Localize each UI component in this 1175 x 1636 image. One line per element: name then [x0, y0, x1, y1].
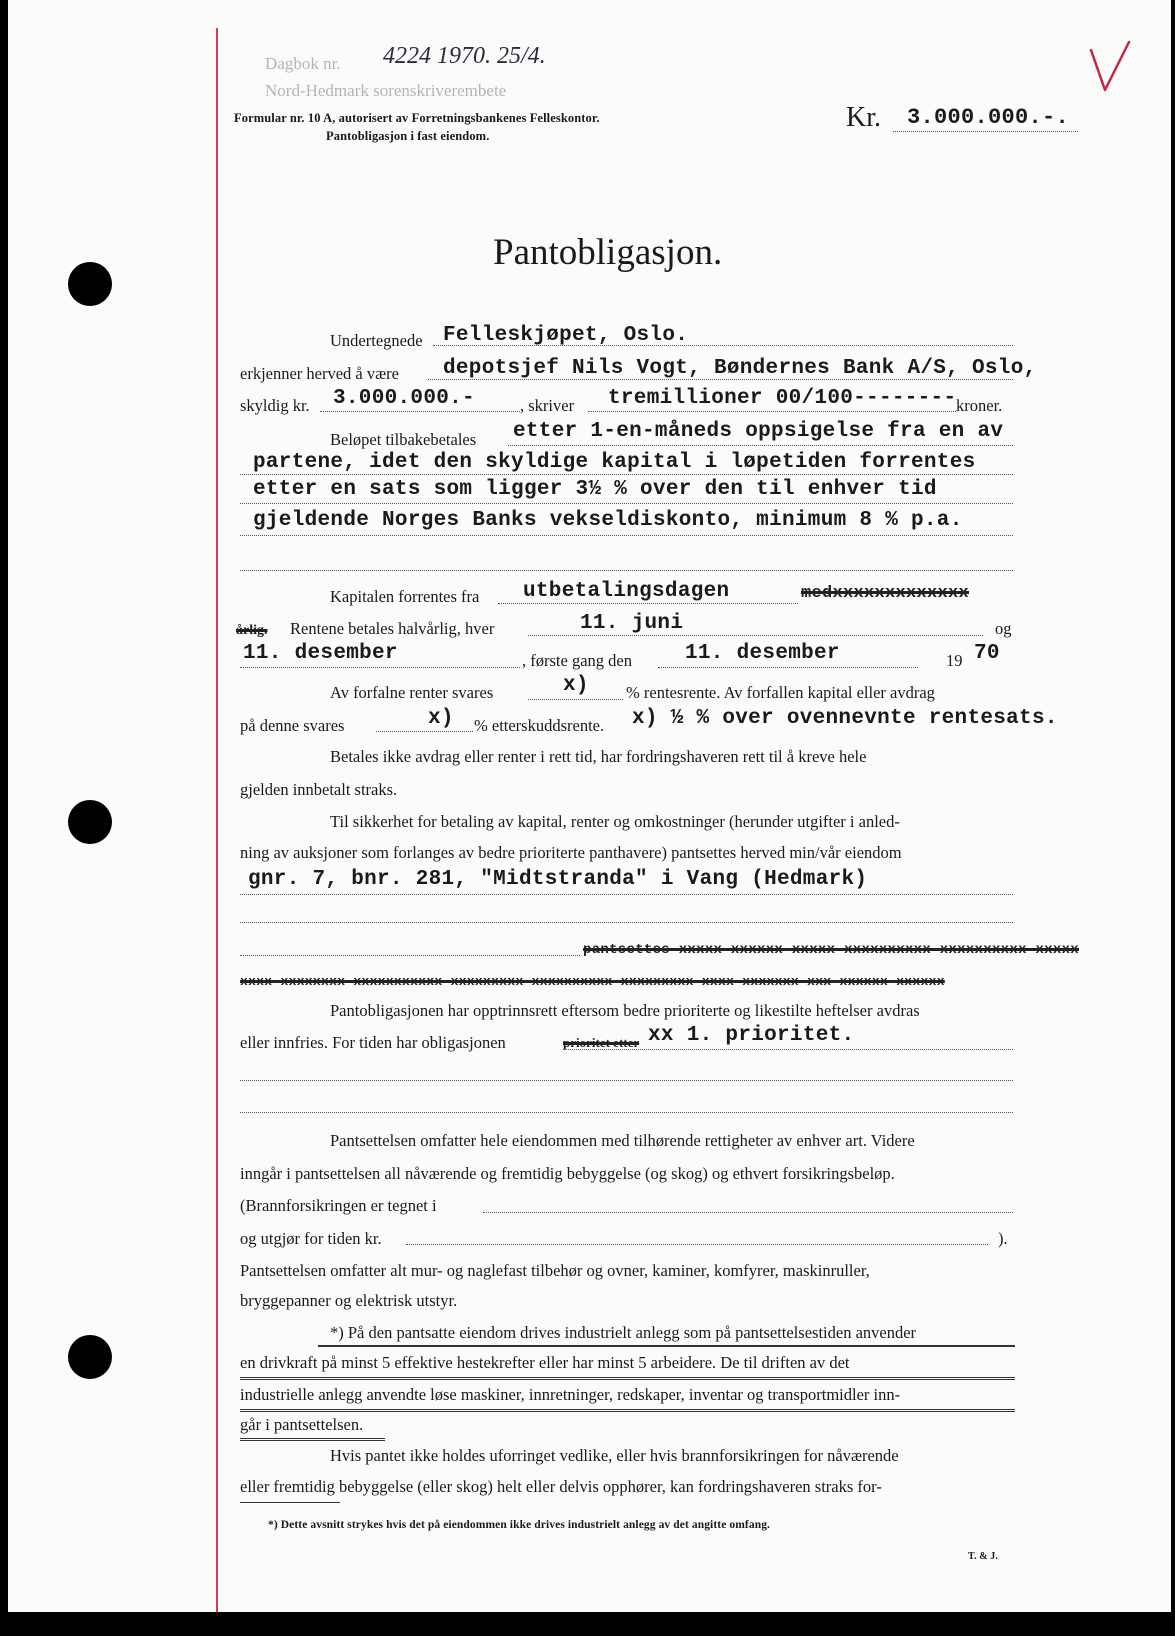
- punch-hole: [68, 800, 112, 844]
- forfalne-label: Av forfalne renter svares: [330, 683, 494, 702]
- amount-value: 3.000.000.-.: [907, 105, 1070, 130]
- forste-line: [658, 667, 918, 668]
- date2-value: 11. desember: [243, 642, 398, 665]
- struck-line: xxxx xxxxxxxx xxxxxxxxxxx xxxxxxxxx xxxxxxxxxx xxxxxxxxx xxxx xxxxxxx xxx xxxxxx xxxxxx: [240, 974, 945, 989]
- empty-line: [240, 570, 1013, 571]
- utgjor-label: og utgjør for tiden kr.: [240, 1229, 382, 1248]
- kroner-label: kroner.: [956, 396, 1003, 415]
- skyldig-label: skyldig kr.: [240, 396, 310, 415]
- check-mark-icon: [1085, 38, 1139, 98]
- industri-text: en drivkraft på minst 5 effektive hestekrefter eller har minst 5 arbeidere. De til driften av det: [240, 1353, 850, 1372]
- amount-line: [893, 131, 1078, 132]
- kapitalen-value: utbetalingsdagen: [523, 580, 730, 603]
- forfalne-value: x): [563, 674, 589, 697]
- skyldig-value: 3.000.000.-: [333, 387, 475, 410]
- underline: [240, 1377, 1015, 1380]
- belopet-line4: gjeldende Norges Banks vekseldiskonto, minimum 8 % p.a.: [253, 509, 963, 532]
- etterskudd-label: % etterskuddsrente.: [474, 716, 605, 735]
- rentesrente-label: % rentesrente. Av forfallen kapital eller avdrag: [626, 683, 935, 702]
- belopet-line1: etter 1-en-måneds oppsigelse fra en av: [513, 420, 1004, 443]
- tilbehor-text: bryggepanner og elektrisk utstyr.: [240, 1291, 458, 1310]
- skriver-label: , skriver: [520, 396, 575, 415]
- year-value: 70: [974, 642, 1000, 665]
- footnote: *) Dette avsnitt strykes hvis det på eiendommen ikke drives industrielt anlegg av det angitte omfang.: [268, 1519, 771, 1531]
- omfatter-text: Pantsettelsen omfatter hele eiendommen med tilhørende rettigheter av enhver art. Videre: [330, 1131, 915, 1150]
- eiendom-value: gnr. 7, bnr. 281, "Midtstranda" i Vang (Hedmark): [248, 868, 868, 891]
- dagbok-number: 4224 1970. 25/4.: [383, 43, 546, 69]
- betales-text: Betales ikke avdrag eller renter i rett tid, har fordringshaveren rett til å kreve hele: [330, 747, 867, 766]
- rentene-line: [528, 635, 983, 636]
- rentene-label: Rentene betales halvårlig, hver: [290, 619, 495, 638]
- struck-line: pantsettes xxxxx xxxxxx xxxxx xxxxxxxxxx xxxxxxxxxx xxxxx: [583, 942, 1079, 958]
- opptrinn-text: eller innfries. For tiden har obligasjonen: [240, 1033, 506, 1052]
- omfatter-text: inngår i pantsettelsen all nåværende og fremtidig bebyggelse (og skog) og ethvert forsikringsbeløp.: [240, 1164, 895, 1183]
- utgjor-close: ).: [998, 1229, 1008, 1248]
- denne-line: [376, 731, 473, 732]
- year-prefix: 19: [946, 651, 963, 670]
- belopet-label: Beløpet tilbakebetales: [330, 430, 477, 449]
- opptrinn-text: Pantobligasjonen har opptrinnsrett eftersom bedre prioriterte og likestilte heftelser avdras: [330, 1001, 920, 1020]
- prioritet-value: xx 1. prioritet.: [648, 1024, 855, 1047]
- utgjor-line: [406, 1244, 988, 1245]
- brann-line: [483, 1212, 1013, 1213]
- skriver-line: [588, 411, 956, 412]
- forste-label: , første gang den: [522, 651, 632, 670]
- empty-line: [240, 1080, 1013, 1081]
- office-stamp: Nord-Hedmark sorenskriverembete: [265, 81, 507, 100]
- betales-text: gjelden innbetalt straks.: [240, 780, 398, 799]
- tilbehor-text: Pantsettelsen omfatter alt mur- og naglefast tilbehør og ovner, kaminer, komfyrer, maskinruller,: [240, 1261, 870, 1280]
- hvis-text: Hvis pantet ikke holdes uforringet vedlike, eller hvis brannforsikringen for nåværende: [330, 1446, 899, 1465]
- forste-value: 11. desember: [685, 642, 840, 665]
- empty-line: [240, 922, 1013, 923]
- forfalne-line: [528, 699, 623, 700]
- brann-label: (Brannforsikringen er tegnet i: [240, 1196, 437, 1215]
- sikkerhet-text: ning av auksjoner som forlanges av bedre prioriterte panthavere) pantsettes herved min/vår eiendom: [240, 843, 902, 862]
- dagbok-label: Dagbok nr.: [265, 54, 341, 73]
- kapitalen-struck: medxxxxxxxxxxxxx: [801, 584, 970, 603]
- undertegnede-label: Undertegnede: [330, 331, 423, 350]
- printer-mark: T. & J.: [968, 1551, 998, 1562]
- belopet-line2: partene, idet den skyldige kapital i løpetiden forrentes: [253, 451, 976, 474]
- document-page: [8, 0, 1171, 1612]
- date2-line: [240, 667, 520, 668]
- belopet-line: [240, 535, 1013, 536]
- belopet-line: [240, 503, 1013, 504]
- rentene-value: 11. juni: [580, 612, 684, 635]
- industri-text: går i pantsettelsen.: [240, 1415, 364, 1434]
- underline: [240, 1438, 385, 1441]
- belopet-line: [508, 445, 1013, 446]
- margin-line: [216, 28, 218, 1612]
- skyldig-line: [320, 411, 520, 412]
- denne-label: på denne svares: [240, 716, 345, 735]
- eiendom-line: [240, 894, 1013, 895]
- document-title: Pantobligasjon.: [493, 232, 723, 273]
- footnote-rule: [240, 1502, 340, 1503]
- underline: [318, 1345, 1015, 1347]
- industri-text: industrielle anlegg anvendte løse maskiner, innretninger, redskaper, inventar og transportmidler inn-: [240, 1385, 901, 1404]
- denne-value: x): [428, 707, 454, 730]
- erkjenner-value: depotsjef Nils Vogt, Bøndernes Bank A/S, Oslo,: [443, 357, 1037, 380]
- undertegnede-value: Felleskjøpet, Oslo.: [443, 324, 689, 347]
- hvis-text: eller fremtidig bebyggelse (eller skog) helt eller delvis opphører, kan fordringshaveren straks for-: [240, 1477, 882, 1496]
- sikkerhet-text: Til sikkerhet for betaling av kapital, renter og omkostninger (herunder utgifter i anled-: [330, 812, 900, 831]
- etterskudd-value: x) ½ % over ovennevnte rentesats.: [632, 707, 1058, 730]
- erkjenner-label: erkjenner herved å være: [240, 364, 399, 383]
- underline: [240, 1409, 1015, 1412]
- empty-line: [240, 1112, 1013, 1113]
- prioritet-struck: prioritet etter: [563, 1035, 640, 1050]
- prioritet-line: [563, 1049, 1013, 1050]
- belopet-line: [240, 474, 1013, 475]
- industri-text: *) På den pantsatte eiendom drives industrielt anlegg som på pantsettelsestiden anvender: [330, 1323, 917, 1342]
- kapitalen-line: [498, 603, 798, 604]
- amount-label: Kr.: [846, 102, 881, 133]
- belopet-line3: etter en sats som ligger 3½ % over den til enhver tid: [253, 478, 937, 501]
- form-type: Pantobligasjon i fast eiendom.: [326, 129, 490, 143]
- empty-line: [240, 955, 580, 956]
- kapitalen-label: Kapitalen forrentes fra: [330, 587, 480, 606]
- punch-hole: [68, 262, 112, 306]
- arlig-struck: årlig.: [236, 623, 268, 638]
- og-label: og: [995, 619, 1012, 638]
- formular-line: Formular nr. 10 A, autorisert av Forretningsbankenes Felleskontor.: [234, 111, 600, 125]
- punch-hole: [68, 1335, 112, 1379]
- skriver-value: tremillioner 00/100--------: [608, 387, 957, 410]
